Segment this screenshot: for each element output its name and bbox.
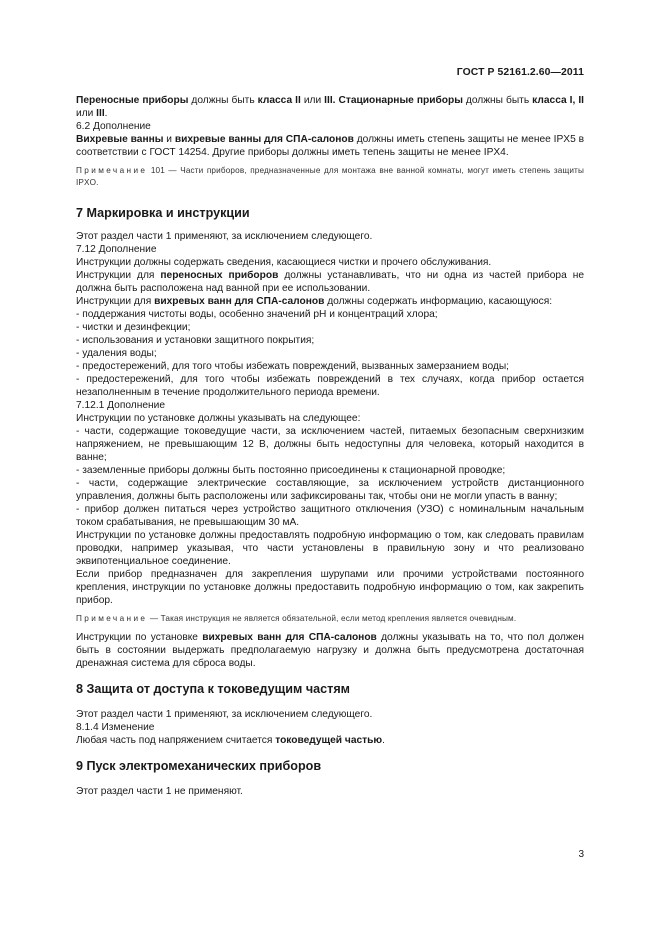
text: должны указывать на то, что пол должен быть в состоянии выдержать предполагаемую нагрузку и должна быть предусмотрена достаточная дренажная система для сброса воды. [76,632,584,669]
paragraph-ipx [76,133,584,159]
section-7-title: 7 Маркировка и инструкции [76,206,250,220]
note-text: — Такая инструкция не является обязательной, если метод крепления является очевидным. [147,614,517,623]
list-item: - чистки и дезинфекции; [76,322,191,333]
sec9-intro: Этот раздел части 1 не применяют. [76,786,243,797]
text: . [104,108,108,119]
sec7-install-intro: Инструкции по установке должны указывать на следующее: [76,413,361,424]
list-item: - предостережений, для того чтобы избежать повреждений в тех случаях, когда прибор остается незаполненным в течение продолжительного периода времени. [76,374,584,398]
sec7-floor-load [76,631,584,670]
text: и [163,134,175,145]
text: должны иметь степень защиты не менее IPX5 в соответствии с ГОСТ 14254. Другие приборы должны иметь тепень защиты не менее IPX4. [76,134,584,158]
term-spa: вихревых ванн для СПА-салонов [154,296,325,307]
term-class: класса I, II [532,95,584,106]
doc-header: ГОСТ Р 52161.2.60—2011 [456,67,584,78]
section-9-title: 9 Пуск электромеханических приборов [76,759,322,773]
text: должны быть [188,95,258,106]
sec7-portable-instructions [76,269,584,295]
list-item: - поддержания чистоты воды, особенно значений pH и концентраций хлора; [76,309,438,320]
term-live-part: токоведущей частью [275,735,383,746]
text: Любая часть под напряжением считается [76,735,276,746]
text: Инструкции по установке [76,632,203,643]
paragraph-device-classes [76,94,584,120]
term-class: III [96,108,105,119]
text: или [76,108,97,119]
text: Инструкции для [76,296,155,307]
list-item: - предостережений, для того чтобы избежать повреждений, вызванных замерзанием воды; [76,361,509,372]
list-item: - части, содержащие токоведущие части, за исключением частей, питаемых безопасным сверхнизким напряжением, не превышающим 12 В, должны быть недоступны для человека, который находится в ванне; [76,426,584,463]
list-item: - заземленные приборы должны быть постоянно присоединены к стационарной проводке; [76,465,506,476]
text: должны устанавливать, что ни одна из частей прибора не должна быть расположена над ванной при ее использовании. [76,270,585,294]
list-item: - удаления воды; [76,348,157,359]
term-whirlpool: Вихревые ванны [76,134,164,145]
text: Инструкции для [76,270,161,281]
term-class: класса II [257,95,301,106]
list-item: - прибор должен питаться через устройство защитного отключения (УЗО) с номинальным начальным током срабатывания, не превышающим 30 мА. [76,504,584,528]
note-label: Примечание [76,614,148,623]
list-item: - использования и установки защитного покрытия; [76,335,315,346]
sec8-live-part [76,734,584,747]
sec8-intro: Этот раздел части 1 применяют, за исключением следующего. [76,709,373,720]
text: должны быть [462,95,533,106]
text: . [382,735,385,746]
term-portable: переносных приборов [160,270,279,281]
sec7-intro: Этот раздел части 1 применяют, за исключением следующего. [76,231,373,242]
sec7-spa-instructions [76,295,584,308]
sec7-instructions-cleaning: Инструкции должны содержать сведения, касающиеся чистки и прочего обслуживания. [76,257,492,268]
text: или [300,95,325,106]
term-stationary: III. Стационарные приборы [324,95,463,106]
section-8-title: 8 Защита от доступа к токоведущим частям [76,682,350,696]
note-fixing [76,613,584,625]
clause-8-1-4: 8.1.4 Изменение [76,722,155,733]
note-text: 101 — Части приборов, предназначенные для монтажа вне ванной комнаты, могут иметь степень защиты IPXO. [76,166,584,187]
document-body [76,94,584,798]
list-item: - части, содержащие электрические составляющие, за исключением устройств дистанционного управления, должны быть расположены или зафиксированы так, чтобы они не могли упасть в ванну; [76,478,584,502]
term-portable: Переносные приборы [76,95,189,106]
clause-7-12-1: 7.12.1 Дополнение [76,400,166,411]
note-label: Примечание [76,166,148,175]
page-number: 3 [578,849,584,860]
term-spa: вихревые ванны для СПА-салонов [174,134,354,145]
sec7-wiring-rules: Инструкции по установке должны предоставлять подробную информацию о том, как следовать правилам проводки, например указывая, что части установлены в правильную зону и что реализовано эквипотенциальное соединение. [76,530,584,567]
note-101 [76,165,584,189]
text: должны содержать информацию, касающуюся: [324,296,553,307]
sec7-fixing: Если прибор предназначен для закрепления шурупами или прочими устройствами постоянного крепления, инструкции по установке должны предоставить подробную информацию о том, как закрепить прибор. [76,569,584,606]
clause-7-12: 7.12 Дополнение [76,244,157,255]
clause-6-2: 6.2 Дополнение [76,121,151,132]
term-spa: вихревых ванн для СПА-салонов [202,632,377,643]
